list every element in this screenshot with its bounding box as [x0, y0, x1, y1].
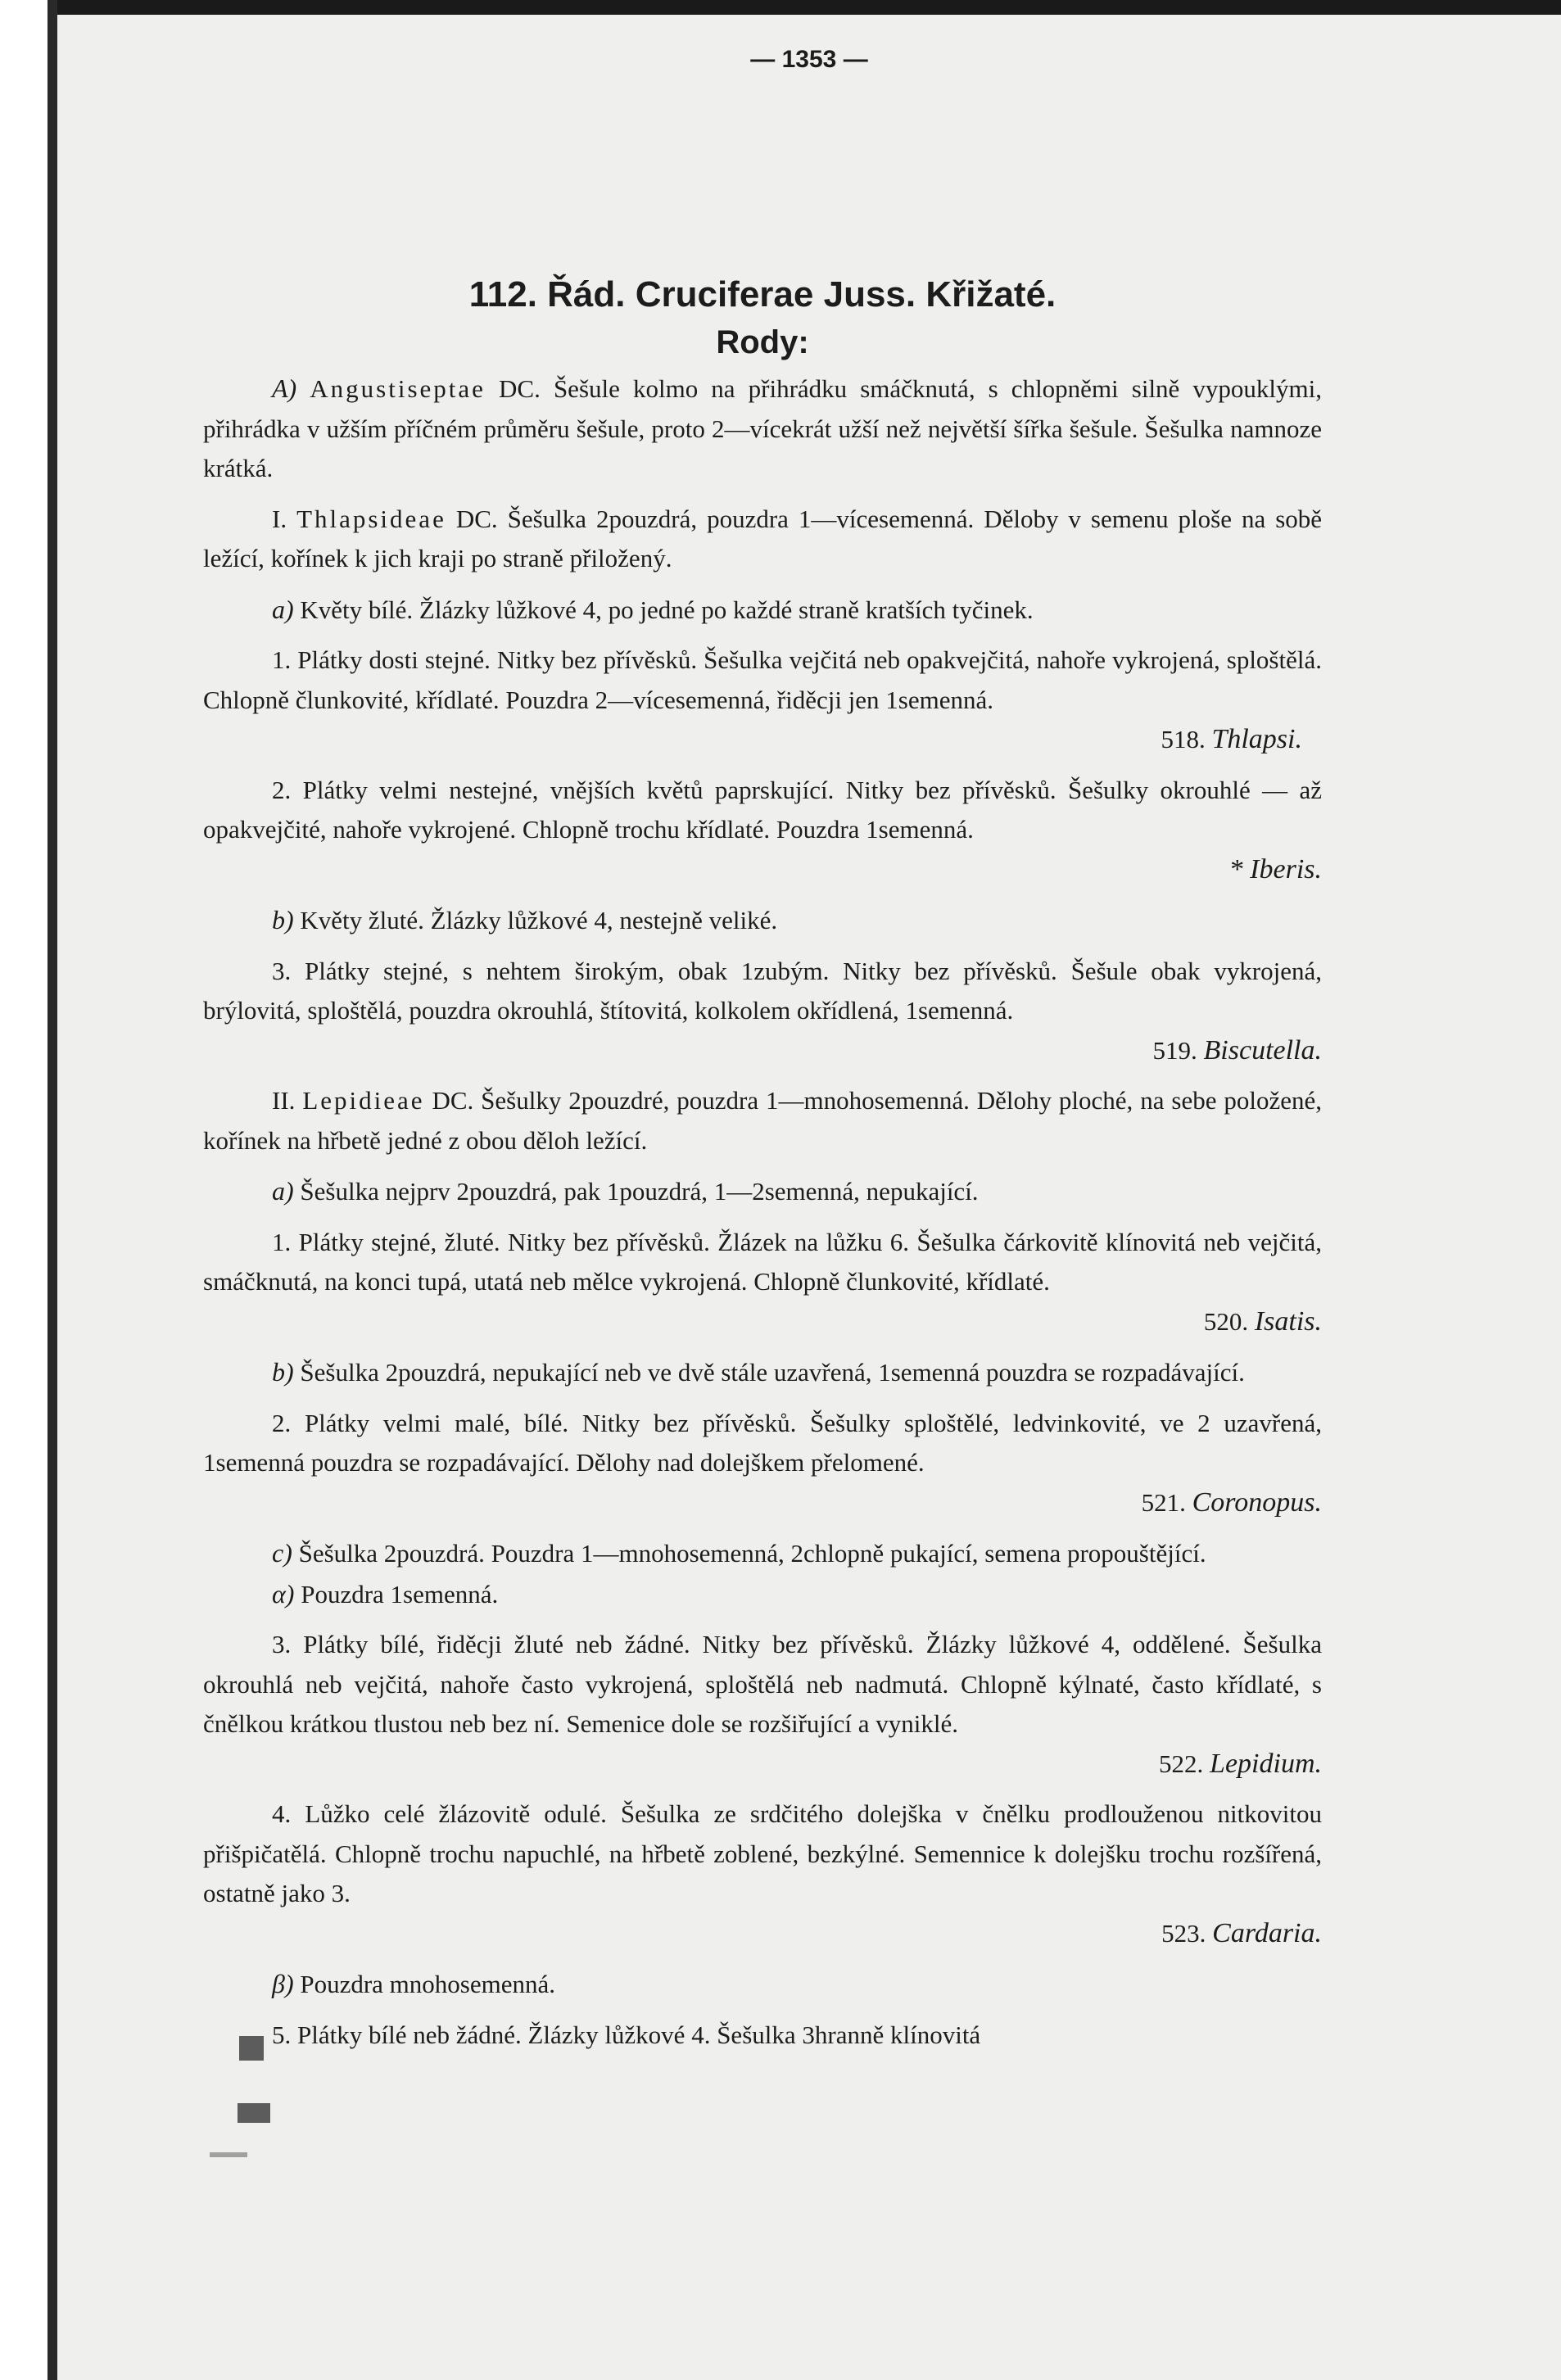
key-entry-coronopus-text: 2. Plátky velmi malé, bílé. Nitky bez přívěsků. Šešulky sploštělé, ledvinkovité, ve 2 uzavřená, 1semenná pouzdra se rozpadávající. Dělohy nad dolejškem přelomené. [203, 1408, 1322, 1477]
key-entry-isatis-number: 520. [1203, 1306, 1249, 1336]
tribe-i-text: DC. Šešulka 2pouzdrá, pouzdra 1—vícesemenná. Děloby v semenu ploše na sobě ležící, kořínek k jich kraji po straně přiložený. [203, 504, 1323, 572]
page-left-margin [0, 0, 48, 2380]
group-a-text: DC. Šešule kolmo na přihrádku smáčknutá, s chlopněmi silně vypouklými, přihrádka v užším příčném průměru šešule, proto 2—vícekrát užší než největší šířka šešule. Šešulka namnoze krátká. [203, 374, 1322, 482]
key-entry-lepidium-genus: Lepidium. [1210, 1748, 1322, 1779]
page-gutter [48, 0, 57, 2380]
key-entry-cardaria-genus: Cardaria. [1212, 1917, 1322, 1948]
key-entry-thlapsi-number: 518. [1161, 725, 1206, 753]
key-entry-isatis [203, 1223, 1322, 1342]
tribe-ii-label: II. [272, 1086, 296, 1115]
tribe-i-label: I. [272, 504, 287, 533]
subgroup-b2-label: b) [272, 1357, 294, 1387]
tribe-i-paragraph [203, 500, 1322, 579]
key-entry-iberis-text: 2. Plátky velmi nestejné, vnějších květů paprskující. Nitky bez přívěsků. Šešulky okrouhlé — až opakvejčité, nahoře vykrojené. Chlopně trochu křídlaté. Pouzdra 1semenná. [203, 775, 1322, 844]
key-entry-lepidium-number: 522. [1159, 1749, 1204, 1778]
subgroup-a1 [203, 590, 1322, 631]
ink-smudge [210, 2152, 247, 2157]
page-content [203, 229, 1322, 2066]
key-entry-coronopus-number: 521. [1141, 1487, 1186, 1517]
order-title: 112. Řád. Cruciferae Juss. Křižaté. [468, 274, 1057, 314]
ink-smudge [238, 2103, 270, 2123]
group-a-name: Angustiseptae [310, 374, 486, 403]
key-entry-5-text: 5. Plátky bílé neb žádné. Žlázky lůžkové 4. Šešulka 3hranně klínovitá [272, 2020, 981, 2049]
subgroup-c1-label: c) [272, 1538, 292, 1568]
key-entry-biscutella-genus: Biscutella. [1203, 1034, 1322, 1066]
group-a-label: A) [272, 373, 297, 403]
key-entry-thlapsi-text: 1. Plátky dosti stejné. Nitky bez přívěsků. Šešulka vejčitá neb opakvejčitá, nahoře vykrojená, sploštělá. Chlopně člunkovité, křídlaté. Pouzdra 2—vícesemenná, řiděcji jen 1semenná. [203, 645, 1322, 714]
subgroup-b2 [203, 1352, 1322, 1393]
subgroup-b1-label: b) [272, 905, 294, 934]
subgroup-b1 [203, 900, 1322, 941]
tribe-ii-text: DC. Šešulky 2pouzdré, pouzdra 1—mnohosemenná. Dělohy ploché, na sebe položené, kořínek na hřbetě jedné z obou děloh ležící. [203, 1086, 1323, 1155]
key-entry-coronopus [203, 1404, 1322, 1523]
key-entry-isatis-genus: Isatis. [1254, 1305, 1322, 1337]
ink-smudge [239, 2036, 264, 2061]
group-a-paragraph [203, 369, 1322, 489]
tribe-ii-name: Lepidieae [302, 1086, 425, 1115]
tribe-i-name: Thlapsideae [296, 504, 446, 533]
tribe-ii-paragraph [203, 1081, 1322, 1161]
subgroup-c1-text: Šešulka 2pouzdrá. Pouzdra 1—mnohosemenná, 2chlopně pukající, semena propouštějící. [298, 1539, 1206, 1568]
key-entry-lepidium [203, 1625, 1322, 1784]
genera-heading: Rody: [716, 324, 809, 360]
subgroup-a2 [203, 1171, 1322, 1212]
key-entry-lepidium-text: 3. Plátky bílé, řiděcji žluté neb žádné. Nitky bez přívěsků. Žlázky lůžkové 4, oddělené. Šešulka okrouhlá neb vejčitá, nahoře často vykrojená, sploštělá neb nadmutá. Chlopně kýlnaté, často křídlaté, s čnělkou krátkou tlustou neb bez ní. Semenice dole se rozšiřující a vyniklé. [203, 1630, 1322, 1738]
key-entry-coronopus-genus: Coronopus. [1192, 1486, 1322, 1518]
subgroup-beta-text: Pouzdra mnohosemenná. [300, 1970, 555, 1998]
subgroup-alpha-label: α) [272, 1578, 295, 1609]
subgroup-a1-text: Květy bílé. Žlázky lůžkové 4, po jedné po každé straně kratších tyčinek. [300, 595, 1034, 624]
subgroup-a2-label: a) [272, 1176, 294, 1206]
key-entry-biscutella-text: 3. Plátky stejné, s nehtem širokým, obak 1zubým. Nitky bez přívěsků. Šešule obak vykrojená, brýlovitá, sploštělá, pouzdra okrouhlá, štítovitá, kolkolem okřídlená, 1semenná. [203, 956, 1322, 1025]
key-entry-cardaria-number: 523. [1161, 1918, 1206, 1948]
key-entry-biscutella-number: 519. [1152, 1035, 1197, 1065]
key-entry-iberis [203, 771, 1322, 890]
subgroup-alpha [203, 1574, 1322, 1615]
subgroup-c1 [203, 1533, 1322, 1574]
key-entry-biscutella [203, 952, 1322, 1071]
subgroup-b2-text: Šešulka 2pouzdrá, nepukající neb ve dvě stále uzavřená, 1semenná pouzdra se rozpadávající. [300, 1358, 1245, 1387]
key-entry-iberis-genus: * Iberis. [1228, 853, 1322, 885]
key-entry-cardaria [203, 1794, 1322, 1953]
subgroup-a1-label: a) [272, 594, 294, 624]
key-entry-isatis-text: 1. Plátky stejné, žluté. Nitky bez přívěsků. Žlázek na lůžku 6. Šešulka čárkovitě klínovitá neb vejčitá, smáčknutá, na konci tupá, utatá neb mělce vykrojená. Chlopně člunkovité, křídlaté. [203, 1227, 1322, 1296]
page-number: — 1353 — [750, 46, 868, 73]
subgroup-alpha-text: Pouzdra 1semenná. [301, 1579, 499, 1609]
key-entry-thlapsi-genus: Thlapsi. [1211, 724, 1302, 754]
subgroup-a2-text: Šešulka nejprv 2pouzdrá, pak 1pouzdrá, 1—2semenná, nepukající. [300, 1177, 979, 1206]
key-entry-cardaria-text: 4. Lůžko celé žlázovitě odulé. Šešulka ze srdčitého dolejška v čnělku prodlouženou nitkovitou přišpičatělá. Chlopně trochu napuchlé, na hřbetě zoblené, bezkýlné. Semennice k dolejšku trochu rozšířená, ostatně jako 3. [203, 1799, 1322, 1907]
subgroup-b1-text: Květy žluté. Žlázky lůžkové 4, nestejně veliké. [300, 906, 778, 934]
subgroup-beta-label: β) [272, 1969, 294, 1998]
book-page [57, 15, 1561, 2380]
subgroup-beta [203, 1964, 1322, 2005]
key-entry-thlapsi [203, 640, 1322, 760]
